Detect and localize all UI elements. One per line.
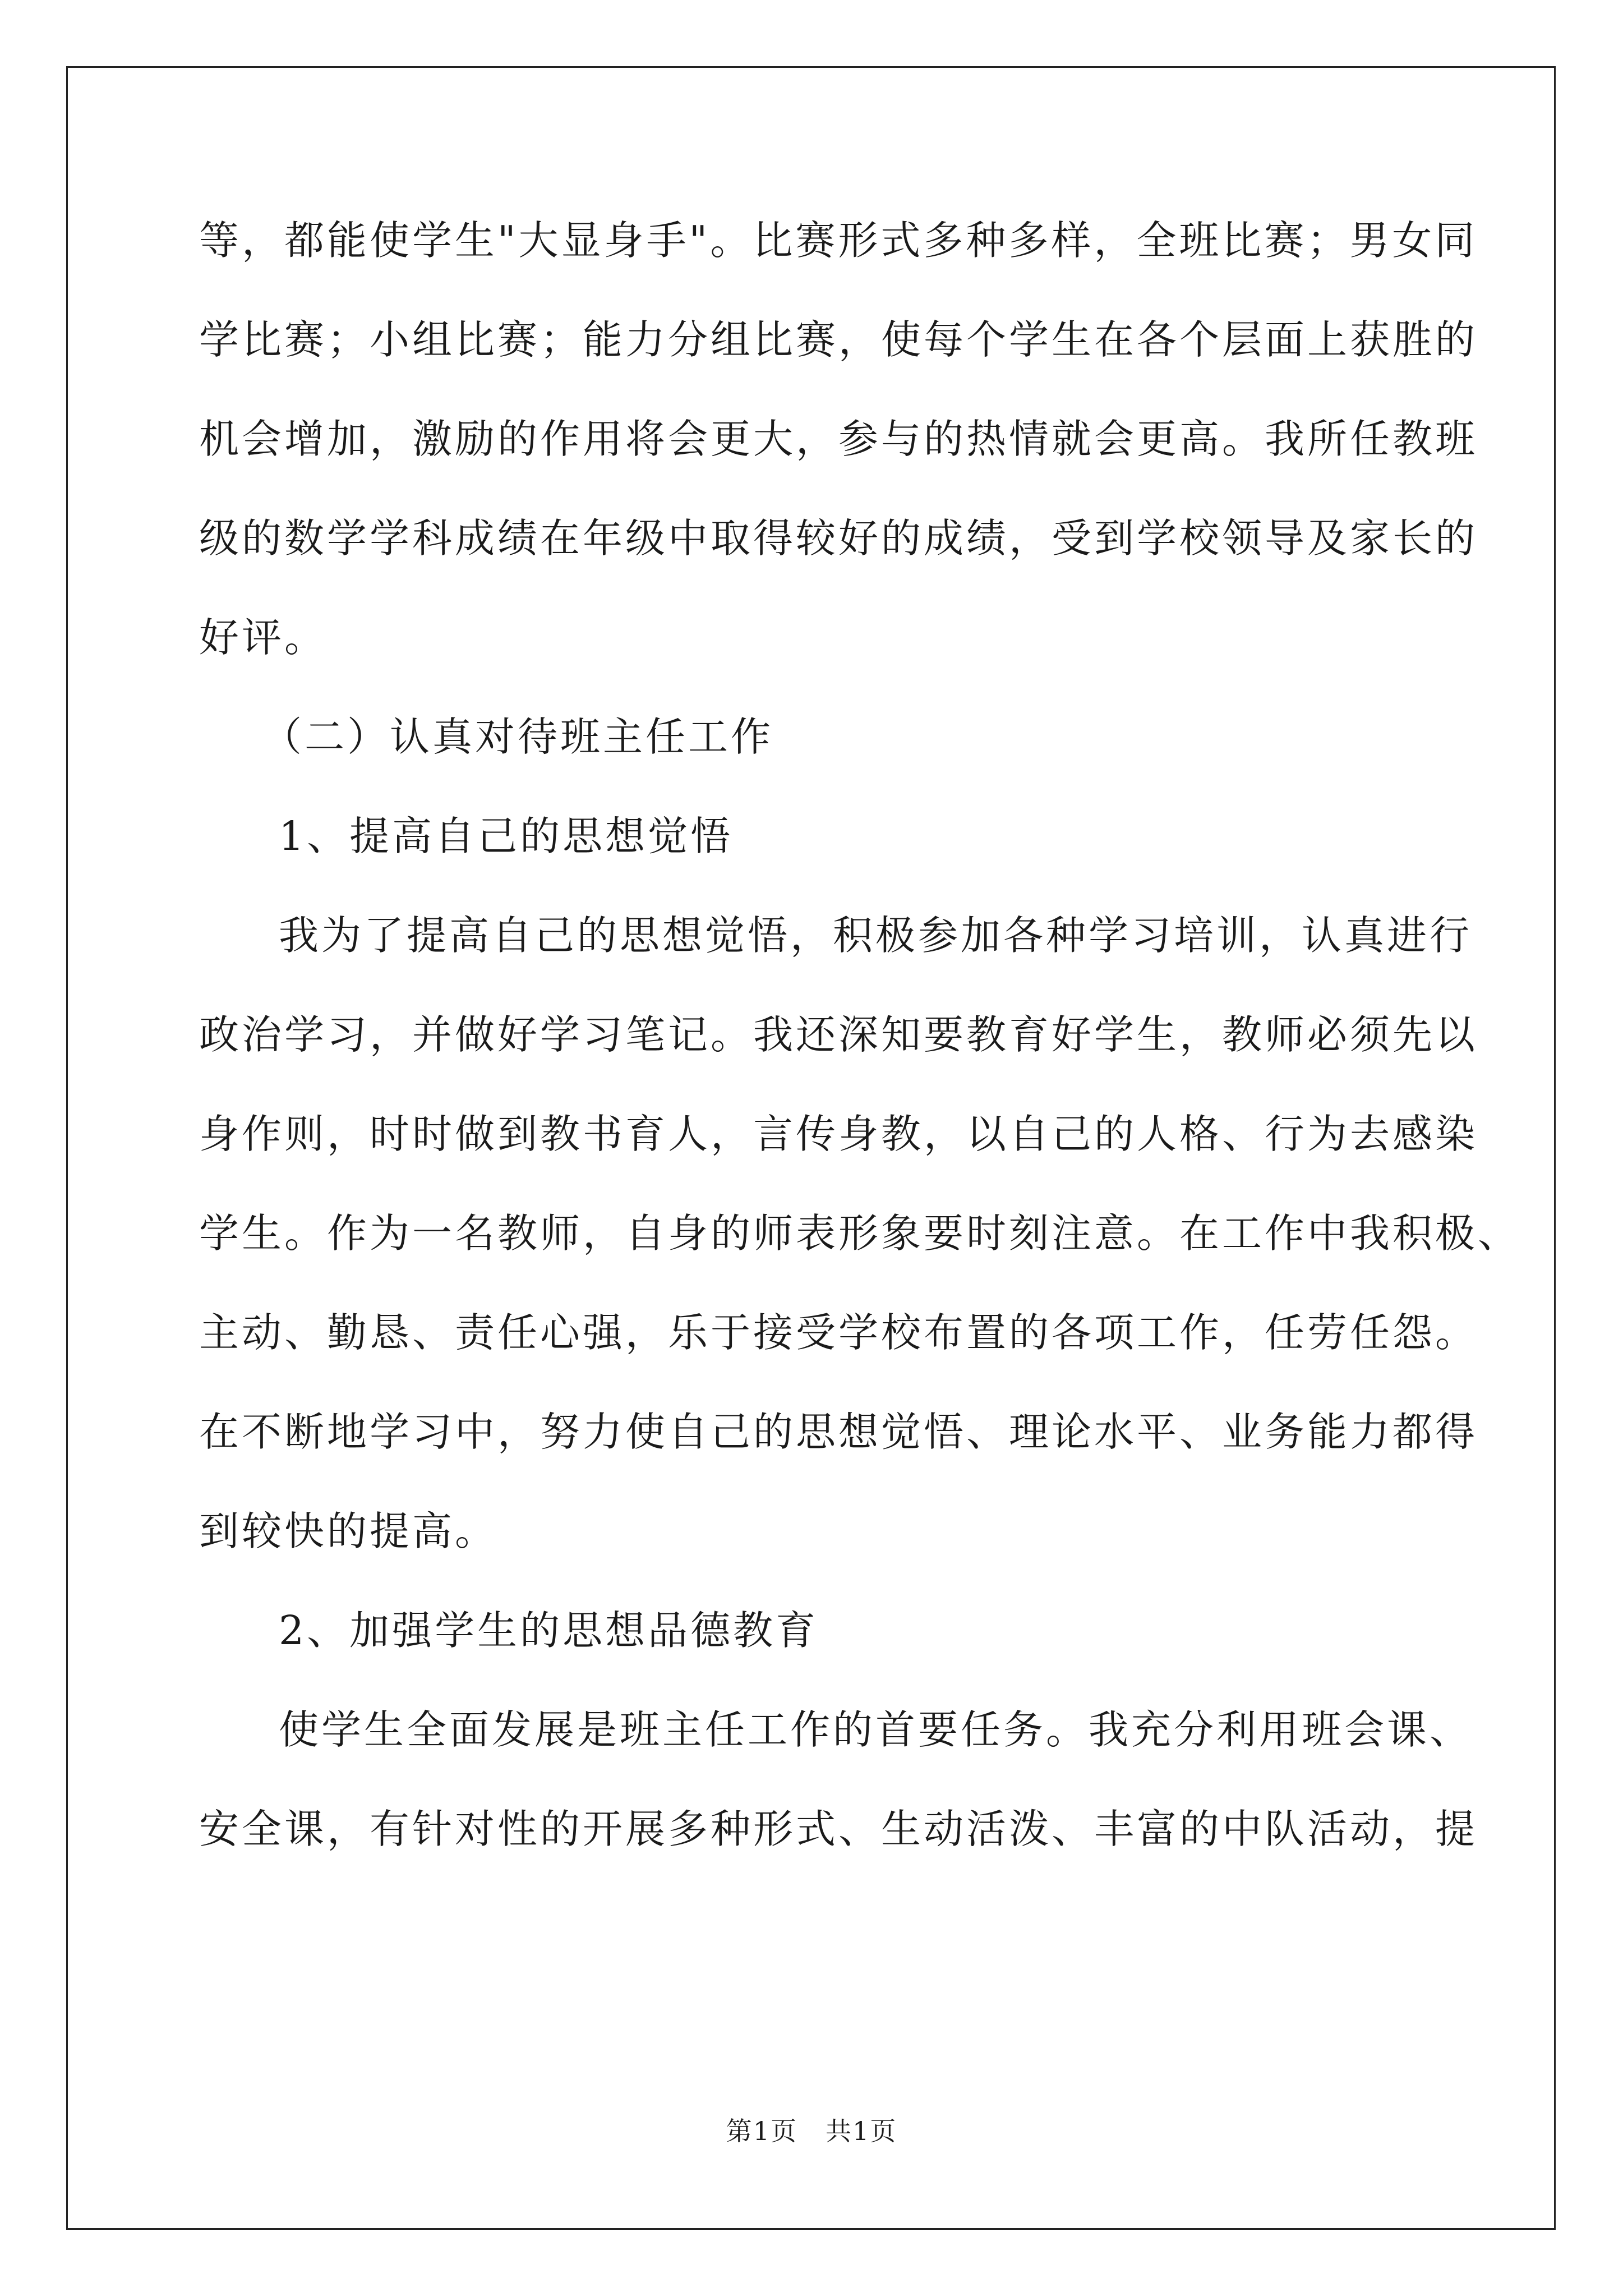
text-line: 到较快的提高。 (199, 1508, 498, 1554)
text-line: 学比赛；小组比赛；能力分组比赛，使每个学生在各个层面上获胜的 (199, 316, 1478, 363)
page-total: 共1页 (826, 2116, 897, 2146)
text-line: 机会增加，激励的作用将会更大，参与的热情就会更高。我所任教班 (199, 416, 1478, 462)
text-line: 我为了提高自己的思想觉悟，积极参加各种学习培训，认真进行 (279, 912, 1473, 959)
subsection-heading: 1、提高自己的思想觉悟 (279, 813, 734, 859)
text-line: 好评。 (199, 614, 328, 661)
text-line: 身作则，时时做到教书育人，言传身教，以自己的人格、行为去感染 (199, 1111, 1478, 1157)
text-line: 学生。作为一名教师，自身的师表形象要时刻注意。在工作中我积极、 (199, 1210, 1521, 1257)
text-line: 政治学习，并做好学习笔记。我还深知要教育好学生，教师必须先以 (199, 1011, 1478, 1058)
text-line: 在不断地学习中，努力使自己的思想觉悟、理论水平、业务能力都得 (199, 1409, 1478, 1455)
text-line: 主动、勤恳、责任心强，乐于接受学校布置的各项工作，任劳任怨。 (199, 1309, 1478, 1356)
section-heading: （二）认真对待班主任工作 (262, 714, 774, 760)
page-number: 第1页 (726, 2116, 797, 2146)
text-line: 等，都能使学生"大显身手"。比赛形式多种多样，全班比赛；男女同 (199, 217, 1478, 264)
page-footer (0, 2111, 1623, 2148)
text-line: 级的数学学科成绩在年级中取得较好的成绩，受到学校领导及家长的 (199, 515, 1478, 562)
subsection-heading: 2、加强学生的思想品德教育 (279, 1607, 819, 1654)
text-line: 使学生全面发展是班主任工作的首要任务。我充分利用班会课、 (279, 1706, 1473, 1753)
document-body (199, 210, 1521, 1898)
text-line: 安全课，有针对性的开展多种形式、生动活泼、丰富的中队活动，提 (199, 1806, 1478, 1852)
